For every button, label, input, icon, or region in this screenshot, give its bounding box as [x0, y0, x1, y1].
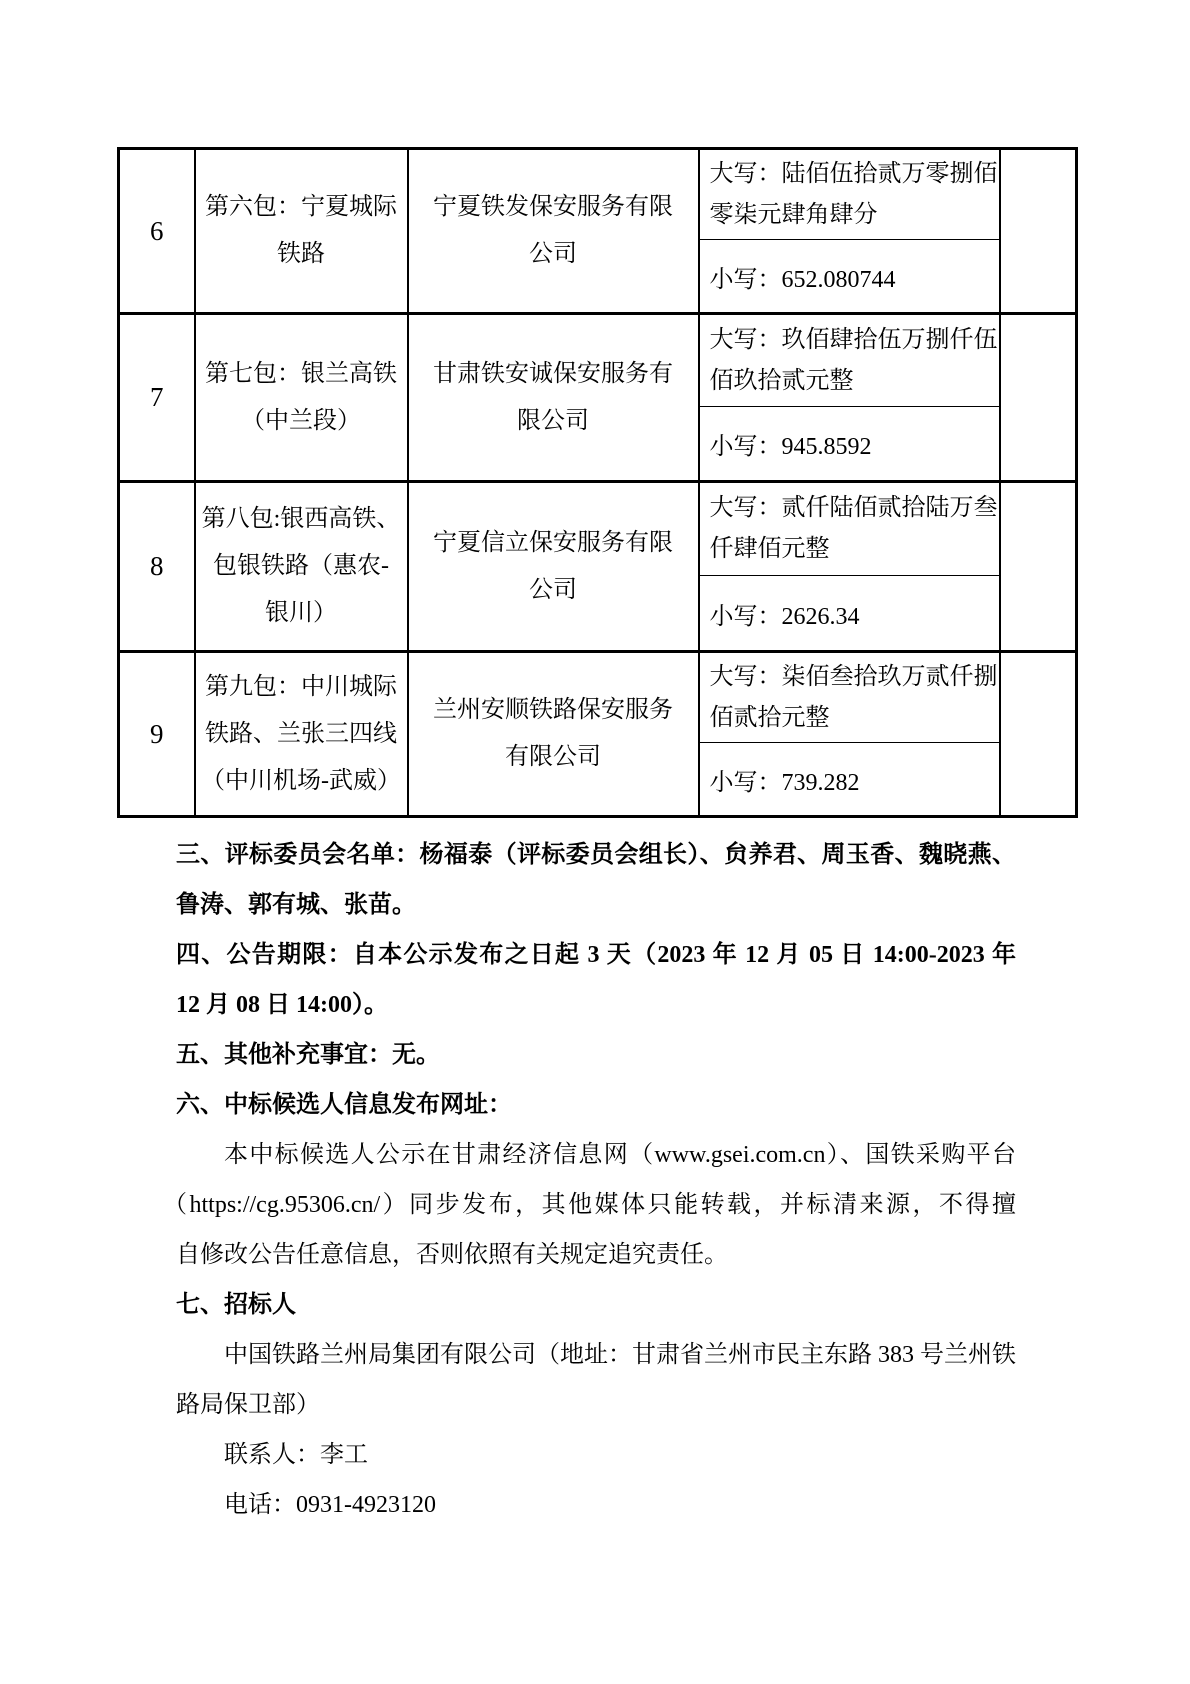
company-line: 甘肃铁安诚保安服务有	[433, 360, 673, 387]
company-cell	[408, 482, 699, 652]
tenderer-section-heading: 七、招标人	[176, 1292, 296, 1318]
amount-uppercase-line: 仟肆佰元整	[709, 536, 830, 562]
package-line: 铁路	[277, 241, 325, 267]
remark-cell	[1000, 314, 1077, 482]
amount-uppercase-line: 零柒元肆角肆分	[709, 201, 878, 228]
package-line: 包银铁路（惠农-	[213, 553, 389, 579]
other-matters-line: 五、其他补充事宜：无。	[176, 1042, 440, 1068]
notice-period-line-2: 12 月 08 日 14:00）。	[176, 992, 388, 1018]
contact-phone-line: 电话：0931-4923120	[224, 1492, 436, 1518]
company-line: 限公司	[517, 407, 589, 434]
amount-lowercase-cell: 小写：739.282	[699, 743, 1000, 817]
company-cell	[408, 149, 699, 314]
tenderer-address-line-1: 中国铁路兰州局集团有限公司（地址：甘肃省兰州市民主东路 383 号兰州铁	[224, 1342, 1016, 1368]
amount-uppercase-line: 佰玖拾贰元整	[709, 367, 854, 394]
committee-list-line-2: 鲁涛、郭有城、张苗。	[176, 892, 416, 918]
remark-cell	[1000, 652, 1077, 817]
seq-number: 8	[150, 551, 164, 581]
amount-uppercase-line: 大写：贰仟陆佰贰拾陆万叁	[709, 495, 998, 521]
announcement-text	[0, 830, 1190, 1530]
amount-lowercase-cell: 小写：2626.34	[699, 576, 1000, 652]
company-line: 公司	[529, 241, 577, 267]
package-line: 第九包：中川城际	[205, 673, 397, 700]
company-cell	[408, 314, 699, 482]
table-row-7	[119, 314, 1077, 407]
package-line: 第八包:银西高铁、	[201, 506, 401, 532]
package-line: （中兰段）	[241, 407, 361, 434]
seq-number: 6	[150, 215, 164, 246]
amount-lowercase-cell: 小写：652.080744	[699, 240, 1000, 314]
seq-cell	[119, 482, 195, 652]
package-cell	[195, 314, 408, 482]
table-row-9	[119, 652, 1077, 743]
table-row-6	[119, 149, 1077, 240]
seq-number: 9	[150, 718, 164, 749]
package-line: 第七包：银兰高铁	[205, 360, 397, 387]
amount-uppercase-line: 佰贰拾元整	[709, 704, 830, 731]
amount-uppercase-line: 大写：玖佰肆拾伍万捌仟伍	[709, 326, 998, 353]
tenderer-address-line-2: 路局保卫部）	[176, 1392, 320, 1418]
package-line: 银川）	[265, 600, 337, 626]
company-cell	[408, 652, 699, 817]
seq-number: 7	[150, 382, 164, 412]
amount-uppercase-cell	[699, 314, 1000, 407]
amount-lowercase-cell: 小写：945.8592	[699, 407, 1000, 482]
remark-cell	[1000, 149, 1077, 314]
seq-cell	[119, 314, 195, 482]
notice-period-line-1: 四、公告期限：自本公示发布之日起 3 天（2023 年 12 月 05 日 14:00-2023 年	[176, 942, 1016, 968]
company-line: 有限公司	[505, 744, 601, 770]
amount-uppercase-cell	[699, 652, 1000, 743]
package-cell	[195, 149, 408, 314]
company-line: 宁夏铁发保安服务有限	[433, 194, 673, 220]
table-row-8	[119, 482, 1077, 576]
company-line: 兰州安顺铁路保安服务	[433, 697, 673, 723]
bid-results-table	[117, 147, 1078, 818]
contact-person-line: 联系人：李工	[224, 1442, 368, 1468]
company-line: 公司	[529, 576, 577, 603]
committee-list-line-1: 三、评标委员会名单：杨福泰（评标委员会组长）、贠养君、周玉香、魏晓燕、	[176, 842, 1016, 868]
website-paragraph-line-1: 本中标候选人公示在甘肃经济信息网（www.gsei.com.cn）、国铁采购平台	[224, 1142, 1016, 1168]
remark-cell	[1000, 482, 1077, 652]
seq-cell	[119, 149, 195, 314]
amount-uppercase-line: 大写：柒佰叁拾玖万贰仟捌	[709, 663, 998, 690]
company-line: 宁夏信立保安服务有限	[433, 529, 673, 556]
package-cell	[195, 482, 408, 652]
website-section-heading: 六、中标候选人信息发布网址：	[176, 1092, 512, 1118]
amount-uppercase-cell	[699, 149, 1000, 240]
package-line: （中川机场-武威）	[201, 767, 401, 794]
package-line: 第六包：宁夏城际	[205, 194, 397, 220]
amount-uppercase-cell	[699, 482, 1000, 576]
website-paragraph-line-2: （https://cg.95306.cn/）同步发布，其他媒体只能转载，并标清来源，不得擅	[163, 1192, 1016, 1218]
package-cell	[195, 652, 408, 817]
seq-cell	[119, 652, 195, 817]
website-paragraph-line-3: 自修改公告任意信息，否则依照有关规定追究责任。	[176, 1242, 728, 1268]
package-line: 铁路、兰张三四线	[205, 720, 397, 747]
amount-uppercase-line: 大写：陆佰伍拾贰万零捌佰	[709, 160, 998, 187]
